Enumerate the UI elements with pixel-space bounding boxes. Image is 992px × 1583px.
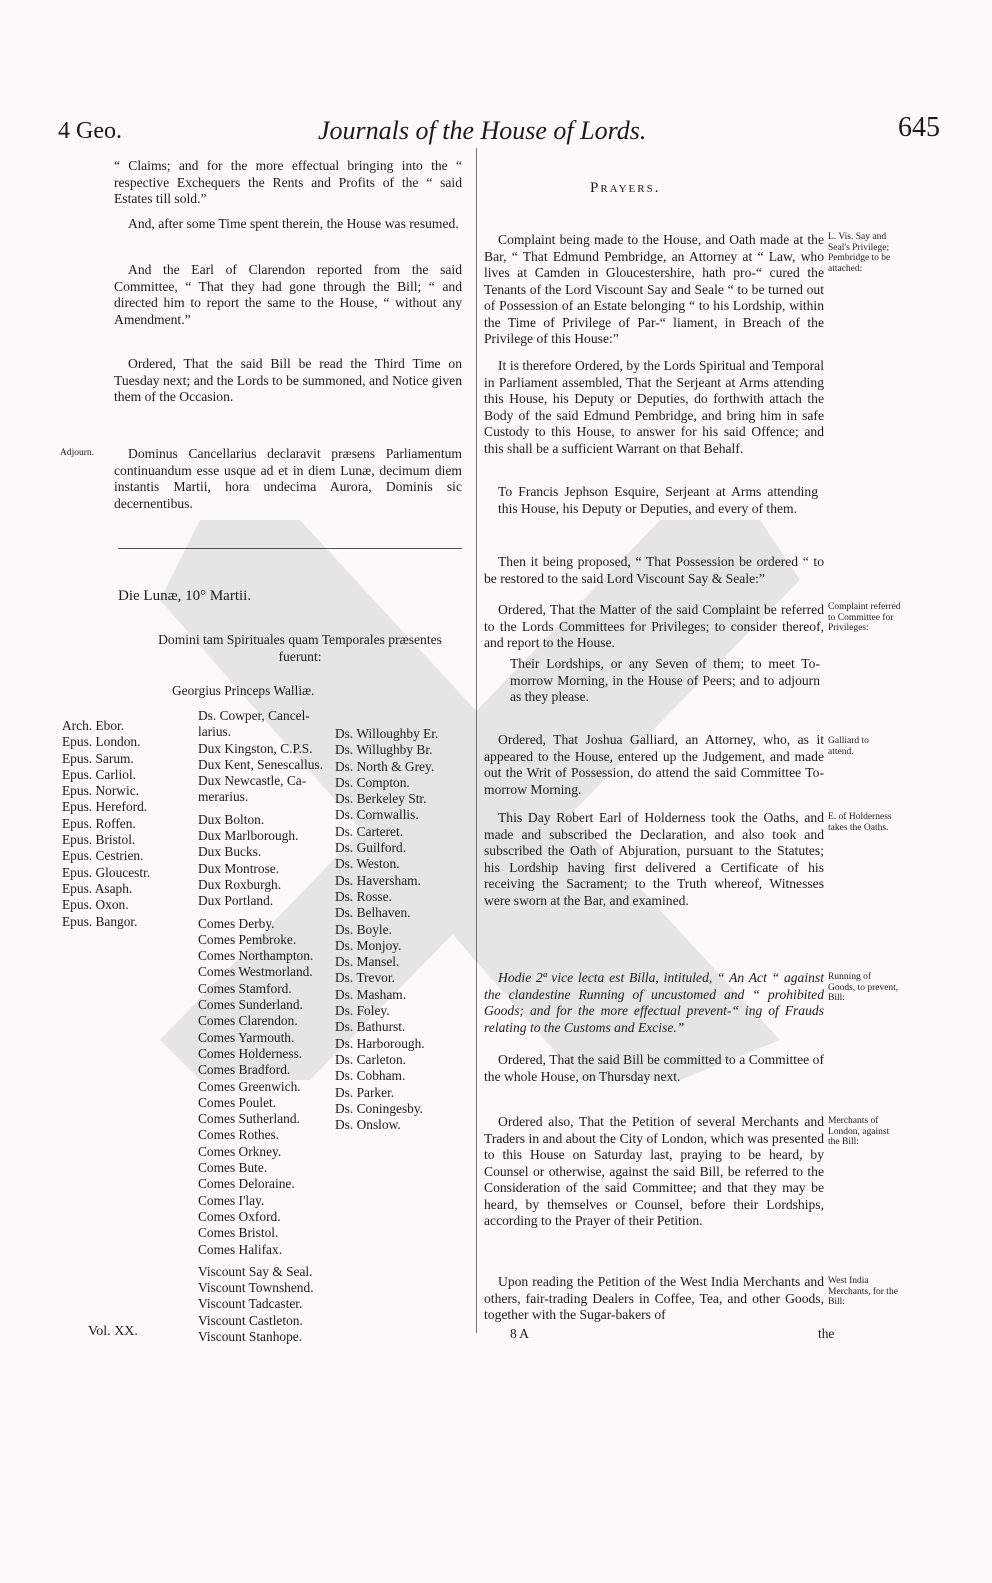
complaint-referral: Ordered, That the Matter of the said Complaint be referred to the Lords Committees for Privileges; to consider thereof, and report to the House.: [484, 602, 824, 650]
bill-committed: Ordered, That the said Bill be committed to a Committee of the whole House, on Thursday next.: [484, 1052, 824, 1084]
prince-of-wales: Georgius Princeps Walliæ.: [172, 683, 315, 698]
pembridge-complaint: Complaint being made to the House, and Oath made at the Bar, “ That Edmund Pembridge, an Attorney at “ Law, who lives at Camden in Gloucestershire, hath pro-“ cured the Tenants of the Lord Viscount Say and Seale “ to be turned out of Possession of an Estate belonging “ to his Lordship, within the Time of Privilege of Par-“ liament, in Breach of the Privilege of this House:”: [484, 232, 824, 346]
margin-note-galliard: Galliard to attend.: [828, 736, 869, 757]
bishop-entry: Epus. Asaph.: [62, 880, 133, 896]
signature-mark: 8 A: [510, 1326, 529, 1341]
peer-entry: Viscount Say & Seal.: [198, 1263, 313, 1279]
ordered-third-reading: Ordered, That the said Bill be read the Third Time on Tuesday next; and the Lords to be summoned, and Notice given them of the Occasion.: [114, 356, 462, 404]
clarendon-report: And the Earl of Clarendon reported from the said Committee, “ That they had gone through the Bill; “ and directed him to report the same to the House, “ without any Amendment.”: [114, 262, 462, 327]
peer-entry: Viscount Castleton.: [198, 1312, 303, 1328]
peer-entry: Comes Yarmouth.: [198, 1029, 295, 1045]
peer-entry: Comes Orkney.: [198, 1143, 282, 1159]
running-head-left: 4 Geo.: [58, 118, 122, 144]
peer-entry: Comes Bute.: [198, 1160, 268, 1176]
bishop-entry: Epus. Bangor.: [62, 913, 138, 929]
domini-present-heading: Domini tam Spirituales quam Temporales præsentes fuerunt:: [158, 632, 442, 664]
peer-entry: Comes Oxford.: [198, 1208, 281, 1224]
running-head-title: Journals of the House of Lords.: [318, 116, 647, 145]
baron-entry: Ds. Mansel.: [335, 954, 400, 970]
peer-entry: Comes I'lay.: [198, 1192, 265, 1208]
page-number: 645: [898, 112, 940, 143]
peer-entry: Comes Northampton.: [198, 948, 314, 964]
margin-note-running: Running of Goods, to prevent, Bill:: [828, 972, 899, 1003]
warrant-address: To Francis Jephson Esquire, Serjeant at Arms attending this House, his Deputy or Deputies, and every of them.: [498, 484, 818, 516]
peers-list: [198, 708, 333, 1345]
bishop-entry: Epus. Cestrien.: [62, 848, 144, 864]
west-india-petition: Upon reading the Petition of the West India Merchants and others, fair-trading Dealers in Coffee, Tea, and other Goods, together with the Sugar-bakers of: [484, 1274, 824, 1322]
bishop-entry: Arch. Ebor.: [62, 718, 125, 733]
peer-entry: Comes Sutherland.: [198, 1111, 300, 1127]
peer-entry: Comes Rothes.: [198, 1127, 280, 1143]
baron-entry: Ds. Compton.: [335, 774, 410, 790]
baron-entry: Ds. Rosse.: [335, 888, 392, 904]
prayers-heading: Prayers.: [590, 180, 661, 196]
baron-entry: Ds. Belhaven.: [335, 905, 411, 921]
bishop-entry: Epus. Carliol.: [62, 766, 137, 782]
margin-note-adjourn: Adjourn.: [60, 448, 95, 458]
peer-entry: Dux Newcastle, Ca-: [198, 773, 307, 789]
margin-note-holderness: E. of Holderness takes the Oaths.: [828, 812, 892, 833]
continued-bill-title: “ Claims; and for the more effectual bringing into the “ respective Exchequers the Rents and Profits of the “ said Estates till sold.”: [114, 158, 462, 206]
peer-entry: Dux Portland.: [198, 893, 274, 909]
holderness-oaths: This Day Robert Earl of Holderness took the Oaths, and made and subscribed the Declaration, and also took and subscribed the Oath of Abjuration, pursuant to the Statutes; his Lordship having first delivered a Certificate of his receiving the Sacrament; to the Truth whereof, Witnesses were sworn at the Bar, and examined.: [484, 810, 824, 908]
peer-entry: Comes Sunderland.: [198, 997, 303, 1013]
barons-list: [335, 726, 438, 1133]
peer-entry: Comes Derby.: [198, 915, 275, 931]
peer-entry: Ds. Cowper, Cancel-: [198, 708, 310, 723]
merchants-petition: Ordered also, That the Petition of several Merchants and Traders in and about the City of London, which was presented to this House on Saturday last, praying to be heard, by Counsel or otherwise, against the said Bill, be referred to the Consideration of the said Committee; and that they may be heard, by themselves or Counsel, before their Lordships, according to the Prayer of their Petition.: [484, 1114, 824, 1228]
baron-entry: Ds. Bathurst.: [335, 1019, 406, 1035]
peer-entry: Comes Deloraine.: [198, 1176, 295, 1192]
bishops-list: [62, 718, 150, 930]
baron-entry: Ds. Weston.: [335, 856, 400, 872]
peer-entry: Dux Kent, Senescallus.: [198, 756, 323, 772]
bishop-entry: Epus. Gloucestr.: [62, 864, 151, 880]
bishop-entry: Epus. Norwic.: [62, 783, 139, 799]
baron-entry: Ds. Willoughby Er.: [335, 726, 439, 741]
peer-entry: Comes Bristol.: [198, 1225, 279, 1241]
possession-proposal: Then it being proposed, “ That Possession be ordered “ to be restored to the said Lord Viscount Say & Seale:”: [484, 554, 824, 586]
bishop-entry: Epus. London.: [62, 734, 141, 750]
column-divider: [476, 148, 477, 1333]
peer-entry: Comes Holderness.: [198, 1045, 303, 1061]
committee-meeting: Their Lordships, or any Seven of them; to meet To-morrow Morning, in the House of Peers; and to adjourn as they please.: [510, 656, 820, 704]
baron-entry: Ds. Cornwallis.: [335, 807, 419, 823]
baron-entry: Ds. Willughby Br.: [335, 742, 433, 758]
peer-entry: Comes Greenwich.: [198, 1078, 301, 1094]
die-heading: [118, 578, 318, 620]
bishop-entry: Epus. Hereford.: [62, 799, 148, 815]
section-rule: [118, 548, 462, 549]
baron-entry: Ds. Carteret.: [335, 823, 404, 839]
galliard-order: Ordered, That Joshua Galliard, an Attorney, who, as it appeared to the House, entered up the Judgement, and made out the Writ of Possession, do attend the said Committee To-morrow Morning.: [484, 732, 824, 797]
die-heading-text: Die Lunæ, 10° Martii.: [118, 588, 252, 604]
baron-entry: Ds. Boyle.: [335, 921, 392, 937]
bishop-entry: Epus. Sarum.: [62, 750, 134, 766]
running-goods-bill: Hodie 2ª vice lecta est Billa, intituled, “ An Act “ against the clandestine Running of uncustomed and “ prohibited Goods; and for the more effectual prevent-“ ing of Frauds relating to the Customs and Excise.”: [484, 970, 824, 1035]
peer-entry: Dux Bolton.: [198, 811, 265, 827]
bishop-entry: Epus. Roffen.: [62, 815, 136, 831]
peer-entry: Comes Stamford.: [198, 980, 292, 996]
peer-entry: Viscount Tadcaster.: [198, 1296, 303, 1312]
baron-entry: Ds. Trevor.: [335, 970, 395, 986]
peer-entry: larius.: [198, 724, 232, 740]
baron-entry: Ds. Harborough.: [335, 1035, 425, 1051]
peer-entry: Comes Westmorland.: [198, 964, 313, 980]
peer-entry: Dux Marlborough.: [198, 828, 299, 844]
baron-entry: Ds. Parker.: [335, 1084, 395, 1100]
peer-entry: merarius.: [198, 789, 249, 805]
baron-entry: Ds. North & Grey.: [335, 758, 435, 774]
peer-entry: Dux Kingston, C.P.S.: [198, 740, 313, 756]
peer-entry: Comes Poulet.: [198, 1094, 277, 1110]
peer-entry: Dux Roxburgh.: [198, 876, 282, 892]
catchword: the: [818, 1326, 835, 1341]
bishop-entry: Epus. Oxon.: [62, 897, 129, 913]
peer-entry: Comes Halifax.: [198, 1241, 283, 1257]
baron-entry: Ds. Foley.: [335, 1003, 390, 1019]
peer-entry: Dux Montrose.: [198, 860, 280, 876]
baron-entry: Ds. Carleton.: [335, 1051, 407, 1067]
margin-note-west-india: West India Merchants, for the Bill:: [828, 1276, 898, 1307]
volume-signature: Vol. XX.: [88, 1324, 138, 1339]
peer-entry: Viscount Stanhope.: [198, 1328, 303, 1344]
baron-entry: Ds. Onslow.: [335, 1117, 401, 1133]
baron-entry: Ds. Monjoy.: [335, 937, 402, 953]
baron-entry: Ds. Coningesby.: [335, 1100, 424, 1116]
baron-entry: Ds. Guilford.: [335, 840, 407, 856]
baron-entry: Ds. Cobham.: [335, 1068, 406, 1084]
peer-entry: Comes Pembroke.: [198, 931, 297, 947]
peer-entry: Comes Bradford.: [198, 1062, 291, 1078]
margin-note-say-seale: L. Vis. Say and Seal's Privilege; Pembridge to be attached:: [828, 232, 891, 274]
margin-note-complaint: Complaint referred to Committee for Privileges:: [828, 602, 901, 633]
serjeant-order: It is therefore Ordered, by the Lords Spiritual and Temporal in Parliament assembled, That the Serjeant at Arms attending this House, his Deputy or Deputies, do forthwith attach the Body of the said Edmund Pembridge, and bring him in safe Custody to this House, to answer for his said Offence; and this shall be a sufficient Warrant on that Behalf.: [484, 358, 824, 456]
baron-entry: Ds. Haversham.: [335, 872, 421, 888]
baron-entry: Ds. Berkeley Str.: [335, 791, 427, 807]
peer-entry: Dux Bucks.: [198, 844, 262, 860]
bishop-entry: Epus. Bristol.: [62, 832, 136, 848]
house-resumed-text: And, after some Time spent therein, the House was resumed.: [128, 216, 459, 231]
peer-entry: Comes Clarendon.: [198, 1013, 298, 1029]
adjournment-text: Dominus Cancellarius declaravit præsens Parliamentum continuandum esse usque ad et in diem Lunæ, decimum diem instantis Martii, hora undecima Aurora, Dominis sic decernentibus.: [114, 446, 462, 511]
margin-note-merchants: Merchants of London, against the Bill:: [828, 1116, 890, 1147]
peer-entry: Viscount Townshend.: [198, 1280, 314, 1296]
baron-entry: Ds. Masham.: [335, 986, 407, 1002]
